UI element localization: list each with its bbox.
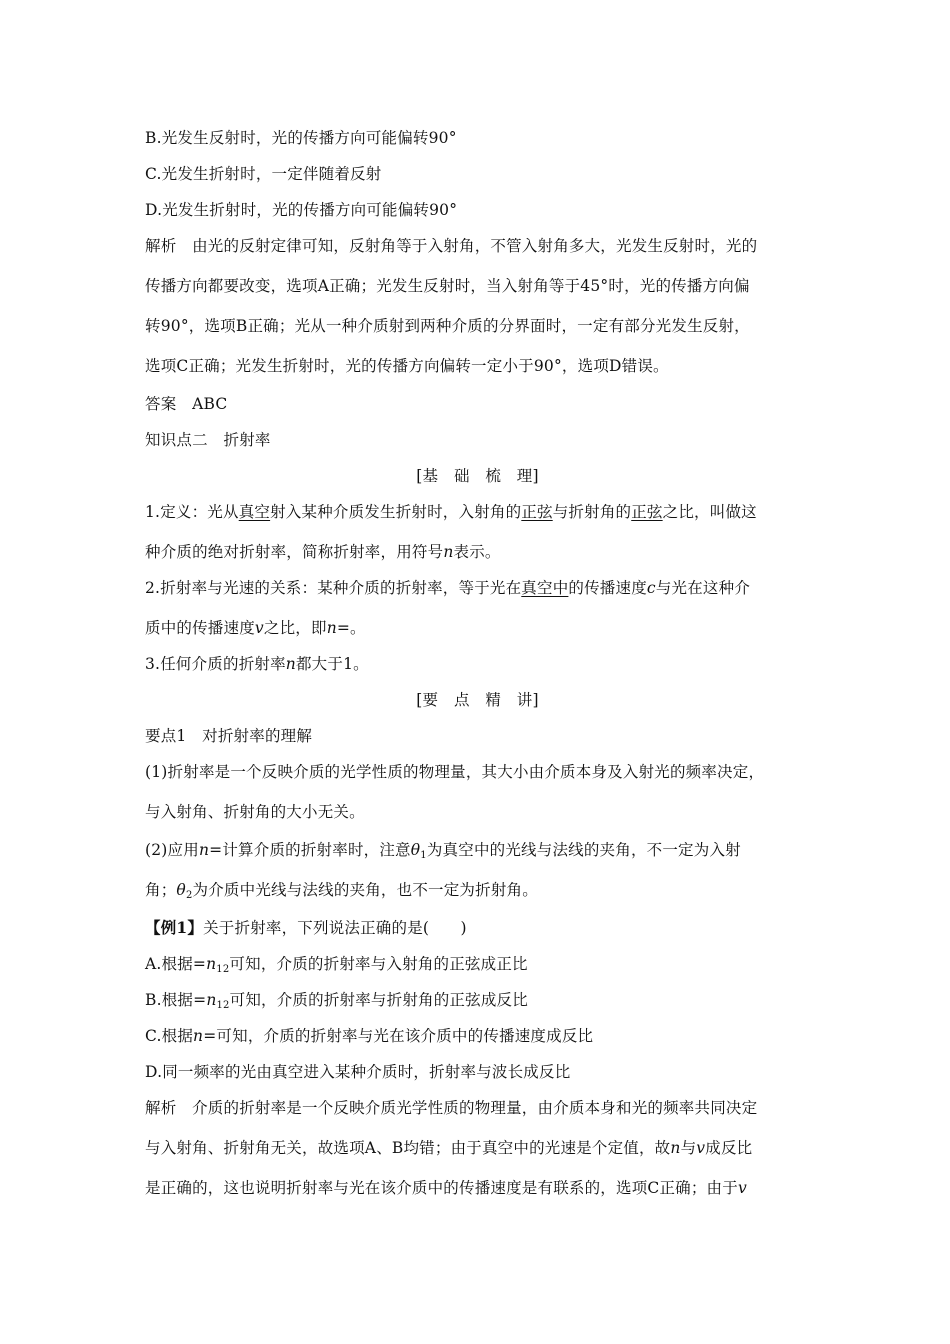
variable: θ — [410, 841, 421, 859]
text: (2)应用 — [145, 841, 199, 859]
text: 表示。 — [453, 543, 501, 561]
explanation-text: 解析 介质的折射率是一个反映介质光学性质的物理量，由介质本身和光的频率共同决定 — [145, 1099, 758, 1117]
example-tag: 【例1】 — [145, 918, 204, 937]
subscript: 12 — [216, 964, 230, 975]
keypoints-title: [要 点 精 讲] — [416, 691, 539, 709]
option-b-text: B.光发生反射时，光的传播方向可能偏转90° — [145, 129, 457, 147]
section-title: 知识点二 折射率 — [145, 431, 271, 449]
text: 质中的传播速度 — [145, 619, 255, 637]
text: 都大于1。 — [295, 655, 369, 673]
definition-line-1 — [145, 502, 810, 522]
text: (1)折射率是一个反映介质的光学性质的物理量，其大小由介质本身及入射光的频率决定， — [145, 763, 765, 781]
text: D.同一频率的光由真空进入某种介质时，折射率与波长成反比 — [145, 1063, 571, 1081]
text: 与 — [680, 1139, 697, 1157]
text: 成反比 — [705, 1139, 753, 1157]
text: 种介质的绝对折射率，简称折射率，用符号 — [145, 543, 444, 561]
text: 角； — [145, 881, 177, 899]
variable: v — [737, 1179, 747, 1197]
explanation-1-line-2 — [145, 276, 810, 296]
text: 是正确的，这也说明折射率与光在该介质中的传播速度是有联系的，选项C正确；由于 — [145, 1179, 738, 1197]
text: 1.定义：光从 — [145, 503, 239, 521]
example-option-a — [145, 954, 810, 980]
text: A.根据= — [145, 955, 207, 973]
text: 射入某种介质发生折射时，入射角的 — [270, 503, 522, 521]
keypoints-heading — [145, 690, 810, 710]
text: 可知，介质的折射率与入射角的正弦成正比 — [229, 955, 528, 973]
subscript: 12 — [216, 1000, 230, 1011]
variable: v — [254, 619, 264, 637]
text: B.根据= — [145, 991, 207, 1009]
variable: n — [198, 841, 210, 859]
underlined-term: 正弦 — [631, 503, 663, 521]
example-option-b — [145, 990, 810, 1016]
explanation-1-line-3 — [145, 316, 810, 336]
underlined-term: 正弦 — [521, 503, 553, 521]
option-d-line — [145, 200, 810, 220]
text: 2.折射率与光速的关系：某种介质的折射率，等于光在 — [145, 579, 522, 597]
text: 可知，介质的折射率与折射角的正弦成反比 — [229, 991, 528, 1009]
any-medium-line — [145, 654, 810, 674]
explanation-1-line-4 — [145, 356, 810, 376]
section-heading — [145, 430, 810, 450]
example-option-d — [145, 1062, 810, 1082]
variable: θ — [176, 881, 186, 899]
text: =。 — [336, 619, 366, 637]
point-1-line-1 — [145, 762, 810, 782]
explanation-text: 解析 由光的反射定律可知，反射角等于入射角，不管入射角多大，光发生反射时，光的 — [145, 237, 758, 255]
variable: n — [206, 955, 217, 973]
underlined-term: 真空中 — [521, 579, 569, 597]
keypoint-1-heading — [145, 726, 810, 746]
example-1-question — [145, 918, 810, 938]
text: 与光在这种介 — [655, 579, 751, 597]
option-c-text: C.光发生折射时，一定伴随着反射 — [145, 165, 382, 183]
variable: n — [193, 1027, 204, 1045]
underlined-term: 真空 — [238, 503, 271, 521]
point-1-line-2 — [145, 802, 810, 822]
variable: n — [326, 619, 337, 637]
definition-line-2 — [145, 542, 810, 562]
keypoint-title: 要点1 对折射率的理解 — [145, 727, 313, 745]
option-d-text: D.光发生折射时，光的传播方向可能偏转90° — [145, 201, 458, 219]
explanation-2-line-2 — [145, 1138, 810, 1158]
text: 为真空中的光线与法线的夹角，不一定为入射 — [426, 841, 741, 859]
answer-text: 答案 ABC — [145, 395, 228, 413]
option-b-line — [145, 128, 810, 148]
text: 与折射角的 — [552, 503, 632, 521]
point-2-line-2 — [145, 880, 810, 906]
explanation-text: 选项C正确；光发生折射时，光的传播方向偏转一定小于90°，选项D错误。 — [145, 357, 669, 375]
text: =可知，介质的折射率与光在该介质中的传播速度成反比 — [203, 1027, 594, 1045]
answer-line — [145, 394, 810, 414]
text: 为介质中光线与法线的夹角，也不一定为折射角。 — [192, 881, 538, 899]
variable: c — [646, 579, 656, 597]
text: 之比，即 — [263, 619, 327, 637]
text: 与入射角、折射角的大小无关。 — [145, 803, 365, 821]
text: 3.任何介质的折射率 — [145, 655, 286, 673]
question-text: 关于折射率，下列说法正确的是( ) — [203, 919, 467, 937]
point-2-line-1 — [145, 840, 810, 866]
relation-line-1 — [145, 578, 810, 598]
variable: v — [696, 1139, 706, 1157]
option-c-line — [145, 164, 810, 184]
text: =计算介质的折射率时，注意 — [209, 841, 411, 859]
basics-title: [基 础 梳 理] — [416, 467, 539, 485]
variable: n — [285, 655, 296, 673]
explanation-text: 传播方向都要改变，选项A正确；光发生反射时，当入射角等于45°时，光的传播方向偏 — [145, 277, 750, 295]
basics-heading — [145, 466, 810, 486]
text: 之比，叫做这 — [662, 503, 757, 521]
text: 与入射角、折射角无关，故选项A、B均错；由于真空中的光速是个定值，故 — [145, 1139, 671, 1157]
example-option-c — [145, 1026, 810, 1046]
text: C.根据 — [145, 1027, 194, 1045]
relation-line-2 — [145, 618, 810, 638]
subscript: 1 — [420, 850, 427, 861]
text: 的传播速度 — [568, 579, 647, 597]
explanation-2-line-1 — [145, 1098, 810, 1118]
explanation-1-line-1 — [145, 236, 810, 256]
variable: n — [670, 1139, 681, 1157]
variable: n — [443, 543, 454, 561]
variable: n — [206, 991, 217, 1009]
explanation-text: 转90°，选项B正确；光从一种介质射到两种介质的分界面时，一定有部分光发生反射， — [145, 317, 750, 335]
explanation-2-line-3 — [145, 1178, 810, 1198]
subscript: 2 — [185, 890, 193, 901]
